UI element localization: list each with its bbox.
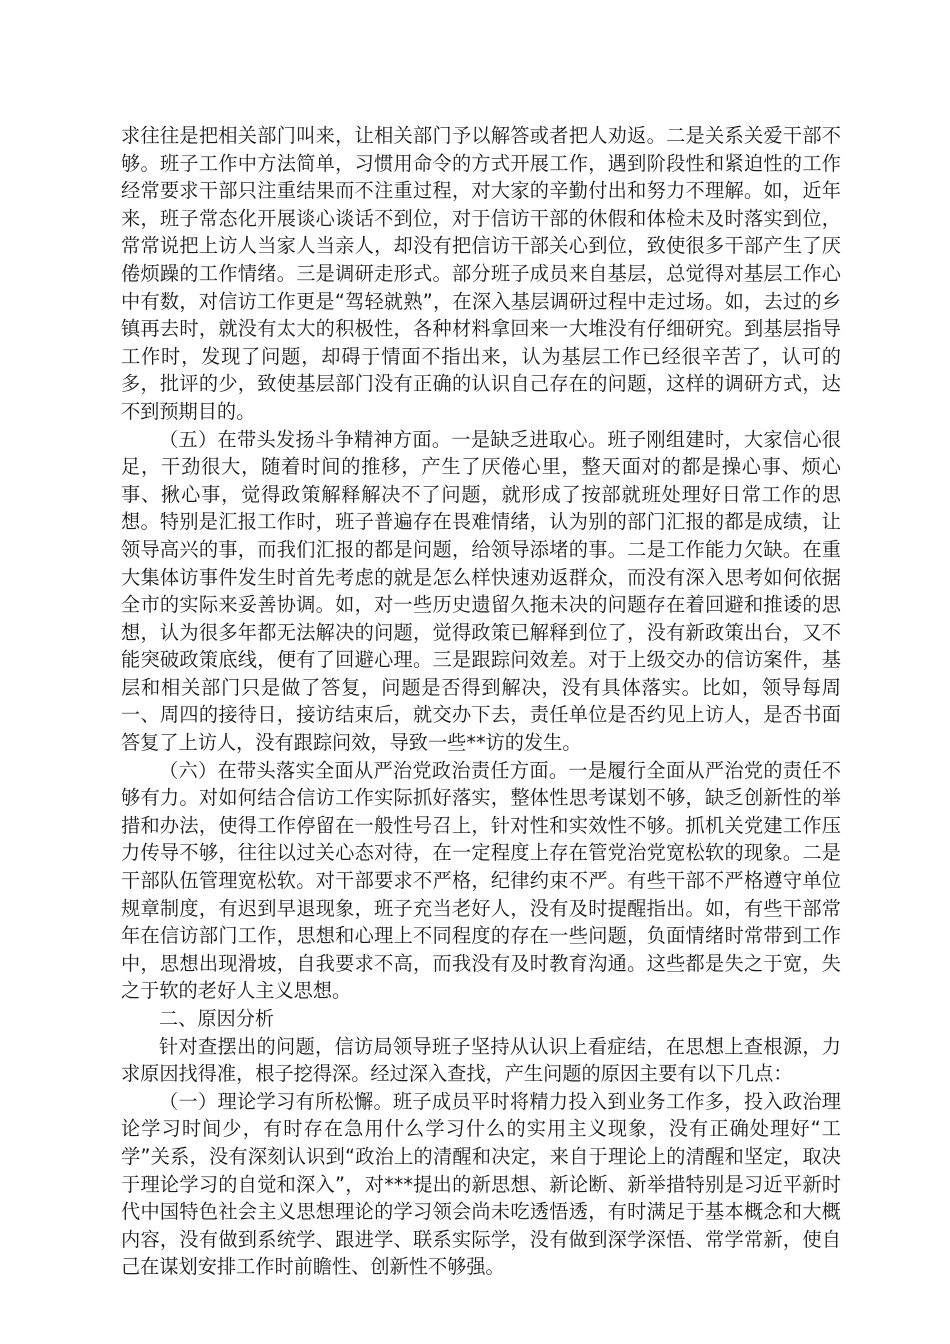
document-body <box>121 122 841 1281</box>
heading-cause-analysis: 二、原因分析 <box>159 1007 275 1030</box>
paragraph-cause-intro: 针对查摆出的问题，信访局领导班子坚持从认识上看症结，在思想上查根源，力求原因找得准，根子挖得深。经过深入查找，产生问题的原因主要有以下几点： <box>121 1034 841 1086</box>
paragraph-section-6: （六）在带头落实全面从严治党政治责任方面。一是履行全面从严治党的责任不够有力。对如何结合信访工作实际抓好落实，整体性思考谋划不够，缺乏创新性的举措和办法，使得工作停留在一般性号召上，针对性和实效性不够。抓机关党建工作压力传导不够，往往以过关心态对待，在一定程度上存在管党治党宽松软的现象。二是干部队伍管理宽松软。对干部要求不严格，纪律约束不严。有些干部不严格遵守单位规章制度，有迟到早退现象，班子充当老好人，没有及时提醒指出。如，有些干部常年在信访部门工作，思想和心理上不同程度的存在一些问题，负面情绪时常带到工作中，思想出现滑坡，自我要求不高，而我没有及时教育沟通。这些都是失之于宽，失之于软的老好人主义思想。 <box>121 758 841 1003</box>
paragraph-section-5: （五）在带头发扬斗争精神方面。一是缺乏进取心。班子刚组建时，大家信心很足，干劲很大，随着时间的推移，产生了厌倦心里，整天面对的都是操心事、烦心事、揪心事，觉得政策解释解决不了问题，就形成了按部就班处理好日常工作的思想。特别是汇报工作时，班子普遍存在畏难情绪，认为别的部门汇报的都是成绩，让领导高兴的事，而我们汇报的都是问题，给领导添堵的事。二是工作能力欠缺。在重大集体访事件发生时首先考虑的就是怎么样快速劝返群众，而没有深入思考如何依据全市的实际来妥善协调。如，对一些历史遗留久拖未决的问题存在着回避和推诿的思想，认为很多年都无法解决的问题，觉得政策已解释到位了，没有新政策出台，又不能突破政策底线，便有了回避心理。三是跟踪问效差。对于上级交办的信访案件，基层和相关部门只是做了答复，问题是否得到解决，没有具体落实。比如，领导每周一、周四的接待日，接访结束后，就交办下去，责任单位是否约见上访人，是否书面答复了上访人，没有跟踪问效，导致一些**访的发生。 <box>121 427 841 755</box>
paragraph-cause-1: （一）理论学习有所松懈。班子成员平时将精力投入到业务工作多，投入政治理论学习时间少，有时存在急用什么学习什么的实用主义现象，没有正确处理好“工学”关系，没有深刻认识到“政治上的清醒和决定，来自于理论上的清醒和坚定，取决于理论学习的自觉和深入”，对***提出的新思想、新论断、新举措特别是习近平新时代中国特色社会主义思想理论的学习领会尚未吃透悟透，有时满足于基本概念和大概内容，没有做到系统学、跟进学、联系实际学，没有做到深学深悟、常学常新，使自己在谋划安排工作时前瞻性、创新性不够强。 <box>121 1089 841 1279</box>
paragraph-continued: 求往往是把相关部门叫来，让相关部门予以解答或者把人劝返。二是关系关爱干部不够。班子工作中方法简单，习惯用命令的方式开展工作，遇到阶段性和紧迫性的工作经常要求干部只注重结果而不注重过程，对大家的辛勤付出和努力不理解。如，近年来，班子常态化开展谈心谈话不到位，对于信访干部的休假和体检未及时落实到位，常常说把上访人当家人当亲人，却没有把信访干部关心到位，致使很多干部产生了厌倦烦躁的工作情绪。三是调研走形式。部分班子成员来自基层，总觉得对基层工作心中有数，对信访工作更是“驾轻就熟”，在深入基层调研过程中走过场。如，去过的乡镇再去时，就没有太大的积极性，各种材料拿回来一大堆没有仔细研究。到基层指导工作时，发现了问题，却碍于情面不指出来，认为基层工作已经很辛苦了，认可的多，批评的少，致使基层部门没有正确的认识自己存在的问题，这样的调研方式，达不到预期目的。 <box>121 124 841 423</box>
